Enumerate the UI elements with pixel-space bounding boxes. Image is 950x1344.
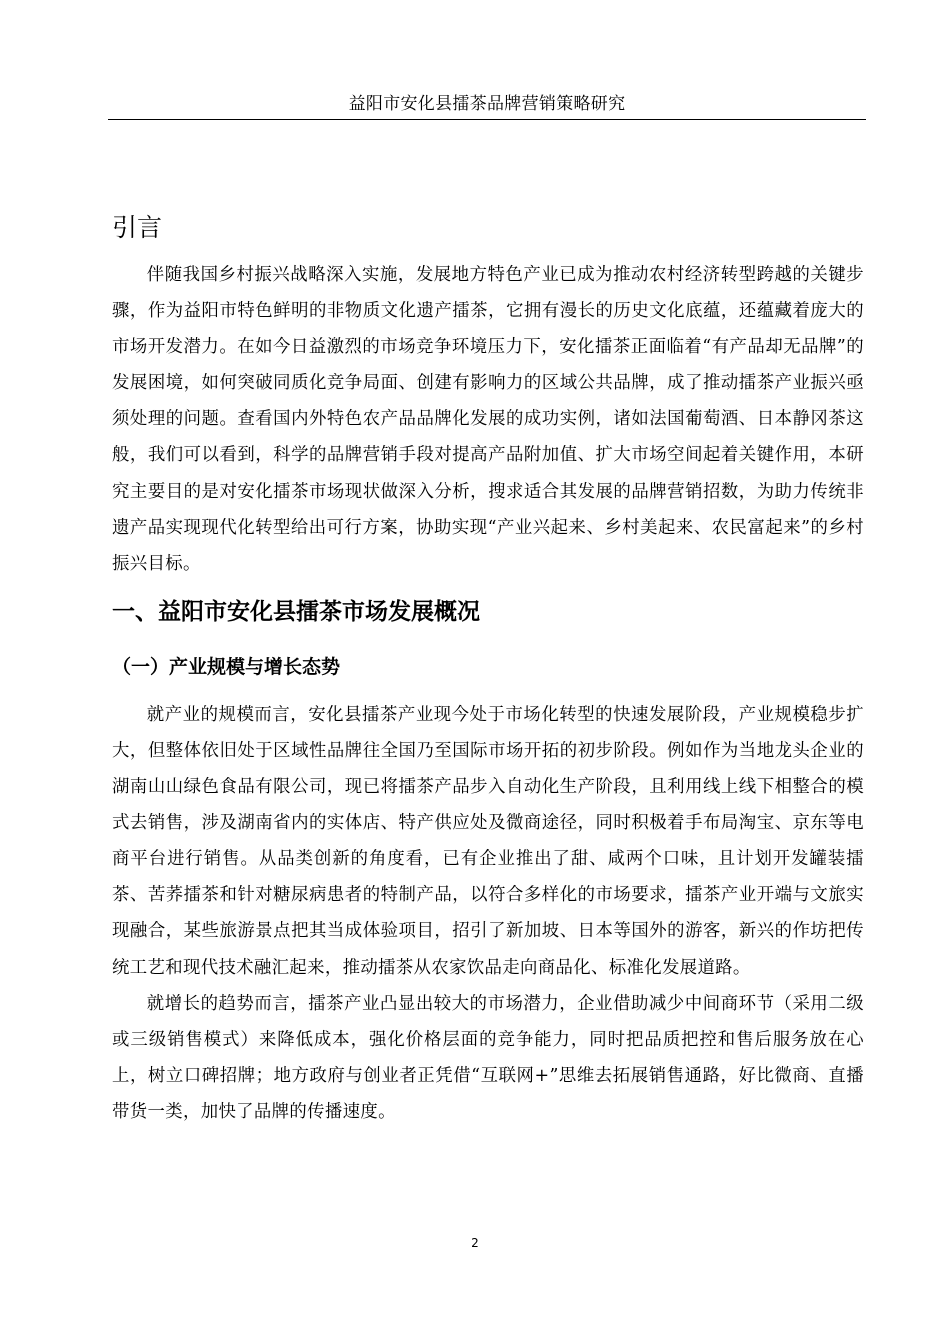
subsection-heading: （一）产业规模与增长态势 (112, 655, 341, 678)
section-heading: 一、益阳市安化县擂茶市场发展概况 (112, 598, 480, 625)
intro-paragraph: 伴随我国乡村振兴战略深入实施，发展地方特色产业已成为推动农村经济转型跨越的关键步骤，作为益阳市特色鲜明的非物质文化遗产擂茶，它拥有漫长的历史文化底蕴，还蕴藏着庞大的市场开发潜力。在如今日益激烈的市场竞争环境压力下，安化擂茶正面临着“有产品却无品牌”的发展困境，如何突破同质化竞争局面、创建有影响力的区域公共品牌，成了推动擂茶产业振兴亟须处理的问题。查看国内外特色农产品品牌化发展的成功实例，诸如法国葡萄酒、日本静冈茶这般，我们可以看到，科学的品牌营销手段对提高产品附加值、扩大市场空间起着关键作用，本研究主要目的是对安化擂茶市场现状做深入分析，搜求适合其发展的品牌营销招数，为助力传统非遗产品实现现代化转型给出可行方案，协助实现“产业兴起来、乡村美起来、农民富起来”的乡村振兴目标。 (112, 265, 864, 574)
document-body (112, 205, 864, 1130)
body-paragraph: 就产业的规模而言，安化县擂茶产业现今处于市场化转型的快速发展阶段，产业规模稳步扩大，但整体依旧处于区域性品牌往全国乃至国际市场开拓的初步阶段。例如作为当地龙头企业的湖南山山绿色食品有限公司，现已将擂茶产品步入自动化生产阶段，且利用线上线下相整合的模式去销售，涉及湖南省内的实体店、特产供应处及微商途径，同时积极着手布局淘宝、京东等电商平台进行销售。从品类创新的角度看，已有企业推出了甜、咸两个口味，且计划开发罐装擂茶、苦荞擂茶和针对糖尿病患者的特制产品，以符合多样化的市场要求，擂茶产业开端与文旅实现融合，某些旅游景点把其当成体验项目，招引了新加坡、日本等国外的游客，新兴的作坊把传统工艺和现代技术融汇起来，推动擂茶从农家饮品走向商品化、标准化发展道路。 (112, 704, 864, 978)
body-paragraph: 就增长的趋势而言，擂茶产业凸显出较大的市场潜力，企业借助减少中间商环节（采用二级或三级销售模式）来降低成本，强化价格层面的竞争能力，同时把品质把控和售后服务放在心上，树立口碑招牌；地方政府与创业者正凭借“互联网+”思维去拓展销售通路，好比微商、直播带货一类，加快了品牌的传播速度。 (112, 993, 864, 1122)
running-header: 益阳市安化县擂茶品牌营销策略研究 (348, 94, 626, 114)
page-number: 2 (471, 1236, 479, 1250)
intro-heading: 引言 (112, 213, 163, 242)
header-divider (108, 119, 866, 120)
